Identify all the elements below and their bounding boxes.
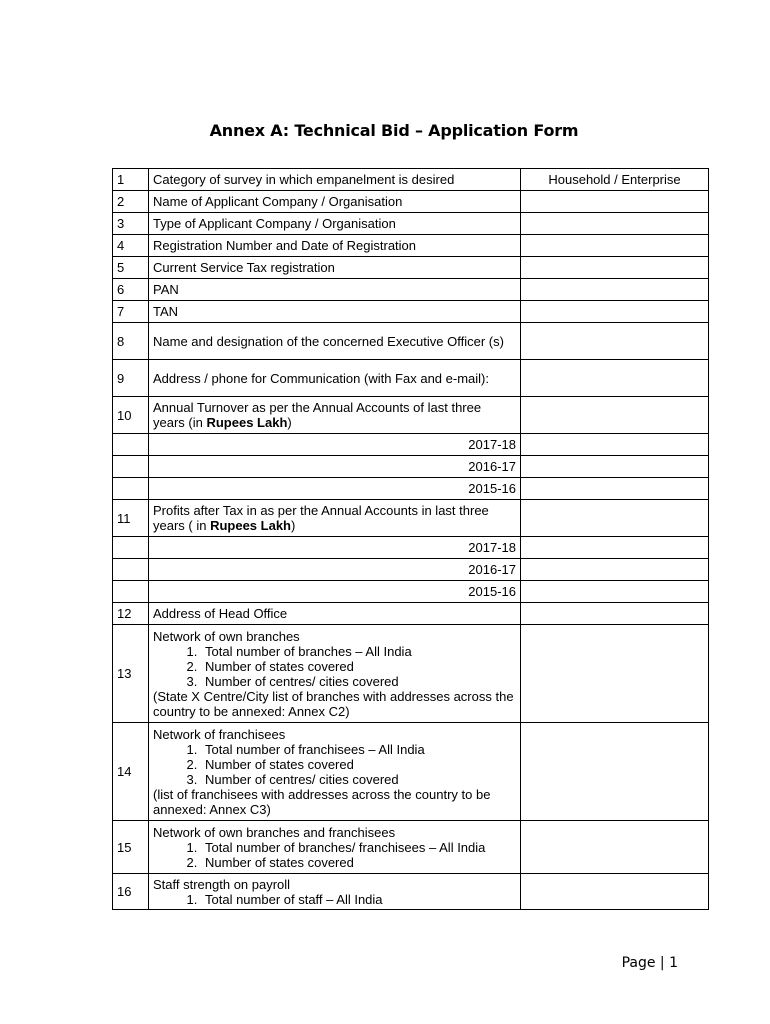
application-form-table <box>112 168 709 910</box>
table-row <box>113 874 709 910</box>
row-number-empty <box>113 478 149 500</box>
table-row <box>113 625 709 723</box>
row-number: 10 <box>113 397 149 434</box>
table-row <box>113 169 709 191</box>
row-label: Address / phone for Communication (with Fax and e-mail): <box>149 360 521 397</box>
item-list <box>153 892 516 907</box>
row-number: 9 <box>113 360 149 397</box>
row-label: TAN <box>149 301 521 323</box>
row-number-empty <box>113 581 149 603</box>
row-value-field[interactable] <box>521 397 709 434</box>
row-label <box>149 821 521 874</box>
table-row <box>113 581 709 603</box>
row-note: (State X Centre/City list of branches with addresses across the country to be annexed: Annex C2) <box>153 688 514 719</box>
row-value-field[interactable] <box>521 191 709 213</box>
list-item: 3. Number of centres/ cities covered <box>201 772 516 787</box>
row-number: 4 <box>113 235 149 257</box>
row-number: 1 <box>113 169 149 191</box>
row-number: 8 <box>113 323 149 360</box>
list-item: 3. Number of centres/ cities covered <box>201 674 516 689</box>
page-number: Page | 1 <box>621 955 678 971</box>
row-value-field[interactable] <box>521 235 709 257</box>
row-value-field[interactable] <box>521 821 709 874</box>
row-number: 3 <box>113 213 149 235</box>
row-number-empty <box>113 559 149 581</box>
row-value-field[interactable] <box>521 581 709 603</box>
row-value-field[interactable] <box>521 500 709 537</box>
row-number-empty <box>113 537 149 559</box>
table-row <box>113 191 709 213</box>
row-value-field[interactable] <box>521 301 709 323</box>
list-item: 2. Number of states covered <box>201 757 516 772</box>
row-value-field[interactable] <box>521 478 709 500</box>
row-value-field[interactable] <box>521 323 709 360</box>
table-row <box>113 279 709 301</box>
table-row <box>113 397 709 434</box>
table-row <box>113 723 709 821</box>
row-number-empty <box>113 456 149 478</box>
row-number: 12 <box>113 603 149 625</box>
row-value-field[interactable] <box>521 603 709 625</box>
row-value-field[interactable] <box>521 874 709 910</box>
row-label <box>149 723 521 821</box>
row-heading: Staff strength on payroll <box>153 876 291 892</box>
list-item: 2. Number of states covered <box>201 659 516 674</box>
row-number: 13 <box>113 625 149 723</box>
table-row <box>113 603 709 625</box>
list-item: 1. Total number of branches/ franchisees – All India <box>201 840 516 855</box>
row-value-field[interactable] <box>521 257 709 279</box>
row-label: Category of survey in which empanelment is desired <box>149 169 521 191</box>
row-label: Name and designation of the concerned Executive Officer (s) <box>149 323 521 360</box>
row-number: 7 <box>113 301 149 323</box>
table-row <box>113 257 709 279</box>
row-value-field[interactable] <box>521 434 709 456</box>
table-row <box>113 360 709 397</box>
row-heading: Network of own branches <box>153 628 300 644</box>
row-label <box>149 874 521 910</box>
table-row <box>113 456 709 478</box>
year-label: 2015-16 <box>149 581 521 603</box>
year-label: 2016-17 <box>149 456 521 478</box>
row-value-field[interactable] <box>521 723 709 821</box>
table-row <box>113 434 709 456</box>
table-row <box>113 213 709 235</box>
year-label: 2016-17 <box>149 559 521 581</box>
row-number: 15 <box>113 821 149 874</box>
table-row <box>113 821 709 874</box>
row-label: Annual Turnover as per the Annual Accounts of last three years (in Rupees Lakh) <box>149 397 521 434</box>
row-number-empty <box>113 434 149 456</box>
table-row <box>113 500 709 537</box>
table-row <box>113 301 709 323</box>
row-value-field[interactable] <box>521 279 709 301</box>
page-title: Annex A: Technical Bid – Application Form <box>209 121 579 140</box>
row-number: 14 <box>113 723 149 821</box>
row-note: (list of franchisees with addresses across the country to be annexed: Annex C3) <box>153 786 491 817</box>
item-list <box>153 742 516 787</box>
row-label: Registration Number and Date of Registration <box>149 235 521 257</box>
row-label: Profits after Tax in as per the Annual Accounts in last three years ( in Rupees Lakh) <box>149 500 521 537</box>
list-item: 2. Number of states covered <box>201 855 516 870</box>
item-list <box>153 840 516 870</box>
row-label: Address of Head Office <box>149 603 521 625</box>
row-label: Current Service Tax registration <box>149 257 521 279</box>
row-value-field[interactable] <box>521 360 709 397</box>
table-row <box>113 537 709 559</box>
list-item: 1. Total number of staff – All India <box>201 892 516 907</box>
table-row <box>113 235 709 257</box>
row-number: 6 <box>113 279 149 301</box>
table-row <box>113 478 709 500</box>
year-label: 2017-18 <box>149 434 521 456</box>
row-label <box>149 625 521 723</box>
row-number: 11 <box>113 500 149 537</box>
table-row <box>113 559 709 581</box>
row-value-field[interactable] <box>521 625 709 723</box>
row-value-field[interactable] <box>521 456 709 478</box>
year-label: 2017-18 <box>149 537 521 559</box>
row-value: Household / Enterprise <box>521 169 709 191</box>
row-label: Type of Applicant Company / Organisation <box>149 213 521 235</box>
row-value-field[interactable] <box>521 213 709 235</box>
row-number: 5 <box>113 257 149 279</box>
row-value-field[interactable] <box>521 559 709 581</box>
item-list <box>153 644 516 689</box>
row-label: PAN <box>149 279 521 301</box>
row-number: 16 <box>113 874 149 910</box>
list-item: 1. Total number of franchisees – All India <box>201 742 516 757</box>
list-item: 1. Total number of branches – All India <box>201 644 516 659</box>
row-heading: Network of franchisees <box>153 726 286 742</box>
year-label: 2015-16 <box>149 478 521 500</box>
row-heading: Network of own branches and franchisees <box>153 824 396 840</box>
table-row <box>113 323 709 360</box>
row-label: Name of Applicant Company / Organisation <box>149 191 521 213</box>
row-number: 2 <box>113 191 149 213</box>
row-value-field[interactable] <box>521 537 709 559</box>
